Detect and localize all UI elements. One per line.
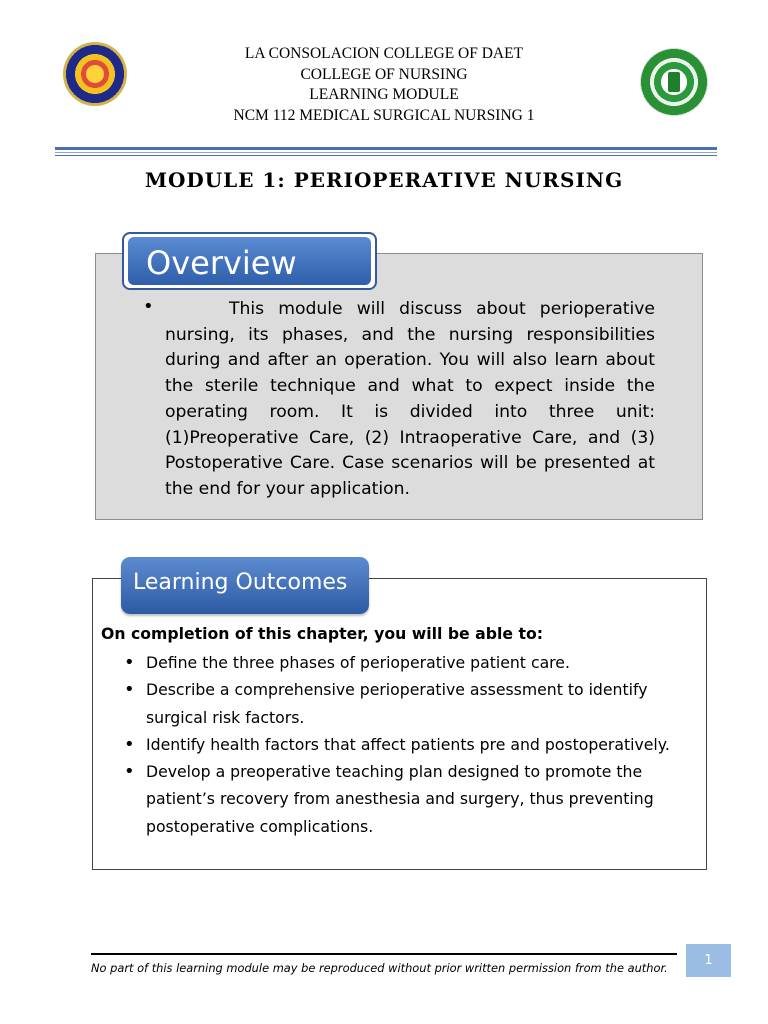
overview-paragraph: This module will discuss about perioperative nursing, its phases, and the nursing responsibilities during and after an operation. You will also learn about the sterile technique and what to expect inside the operating room. It is divided into three unit: (1)Preoperative Care, (2) Intraoperative Care, and (3) Postoperative Care. Case scenarios will be presented at the end for your application. [165,299,655,499]
overview-heading-tab [122,232,377,290]
overview-heading-fill [128,237,371,285]
overview-text [165,297,655,503]
learning-outcomes-list [124,649,699,840]
list-item: • Develop a preoperative teaching plan designed to promote the patient’s recovery from anesthesia and surgery, thus preventing postoperative complications. [124,758,699,840]
page-number: 1 [704,953,713,968]
learning-outcomes-heading-tab [121,557,369,614]
header-divider [55,155,717,156]
header-divider [55,147,717,150]
list-item: • Identify health factors that affect patients pre and postoperatively. [124,731,699,758]
header-divider [55,152,717,153]
document-header [0,44,768,126]
copyright-notice: No part of this learning module may be reproduced without prior written permission from the author. [91,961,668,975]
list-item: • Define the three phases of perioperative patient care. [124,649,699,676]
header-course: NCM 112 MEDICAL SURGICAL NURSING 1 [233,106,535,124]
footer-divider [91,953,677,955]
bullet-icon: • [143,296,154,317]
list-item: • Describe a comprehensive perioperative assessment to identify surgical risk factors. [124,676,699,731]
learning-outcomes-intro: On completion of this chapter, you will be able to: [101,624,543,643]
learning-outcomes-heading: Learning Outcomes [133,570,348,595]
header-doc-type: LEARNING MODULE [309,86,459,103]
page-number-box [686,944,731,977]
overview-heading: Overview [146,244,297,282]
header-department: COLLEGE OF NURSING [300,65,468,83]
page-title: MODULE 1: PERIOPERATIVE NURSING [144,168,624,192]
header-college-name: LA CONSOLACION COLLEGE OF DAET [244,45,524,62]
